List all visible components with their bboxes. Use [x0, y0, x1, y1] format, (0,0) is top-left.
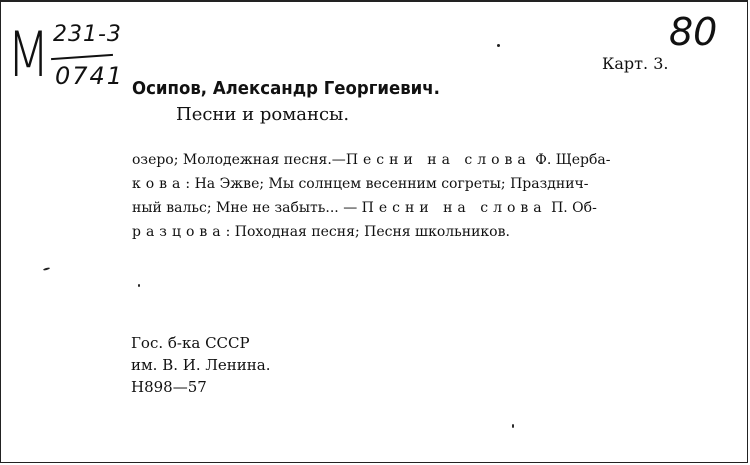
author-heading: Осипов, Александр Георгиевич. [132, 78, 440, 99]
shelfmark-top: 231-3 [53, 22, 122, 47]
contents-text: : На Эжве; Мы солнцем весенним согреты; Празднич- [185, 176, 589, 192]
speck [43, 267, 50, 271]
shelfmark-letter: М [7, 18, 50, 91]
contents-note [132, 148, 677, 244]
contents-line [132, 172, 677, 196]
work-title: Песни и романсы. [176, 104, 350, 125]
imprint-line: Гос. б-ка СССР [131, 334, 250, 352]
speck [512, 424, 514, 428]
imprint-line: им. В. И. Ленина. [131, 356, 271, 374]
contents-text: Ф. Щерба- [530, 152, 611, 168]
contents-line [132, 196, 677, 220]
contents-text: озеро; Молодежная песня.— [132, 152, 346, 168]
contents-spaced-text: Песни на слова [361, 200, 547, 216]
library-imprint [131, 332, 270, 398]
shelfmark-rule [51, 54, 113, 60]
contents-text: П. Об- [546, 200, 597, 216]
contents-spaced-text: кова [132, 176, 186, 192]
speck [138, 284, 140, 287]
contents-line [132, 220, 677, 244]
contents-text: : Походная песня; Песня школьников. [225, 224, 510, 240]
page-number: 80 [669, 10, 718, 54]
card-number: Карт. 3. [602, 54, 669, 73]
contents-line [132, 148, 677, 172]
imprint-line: Н898—57 [131, 378, 207, 396]
contents-text: ный вальс; Мне не забыть... — [132, 200, 362, 216]
contents-spaced-text: разцова [132, 224, 226, 240]
contents-spaced-text: Песни на слова [345, 152, 531, 168]
speck [497, 44, 500, 47]
shelfmark-bottom: 0741 [55, 62, 125, 90]
